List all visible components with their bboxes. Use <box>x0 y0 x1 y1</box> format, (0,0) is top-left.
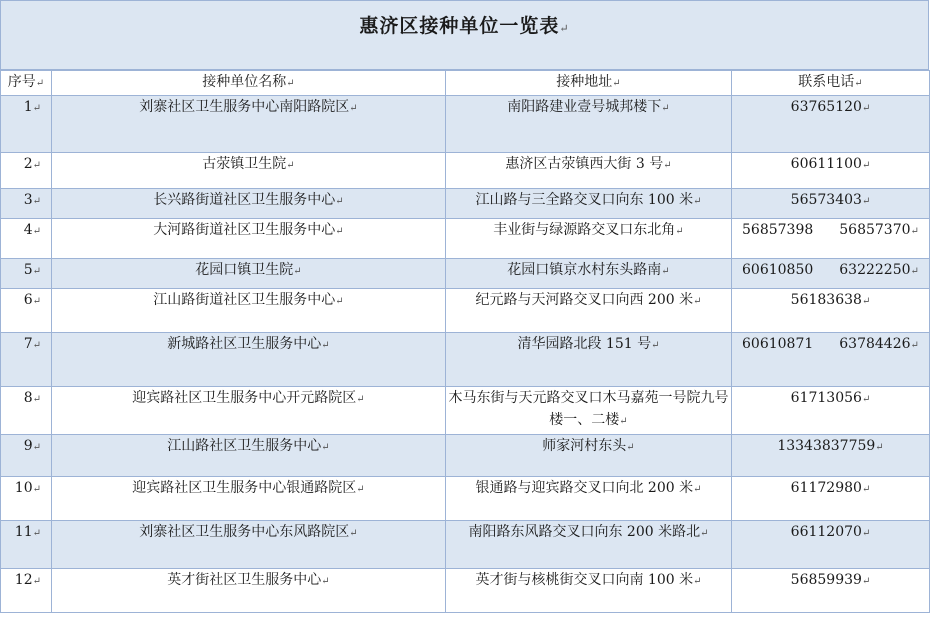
site-address: 清华园路北段 151 号↵ <box>446 333 732 387</box>
row-index: 3↵ <box>1 189 52 219</box>
title-band <box>0 0 929 70</box>
phone-number: 56859939 <box>790 572 862 588</box>
table-row <box>1 189 930 219</box>
site-phone: 60611100↵ <box>732 153 930 189</box>
site-phone: 61172980↵ <box>732 477 930 521</box>
table-row <box>1 521 930 569</box>
site-phone: 56857398 56857370↵ <box>732 219 930 259</box>
phone-number: 60611100 <box>790 156 862 172</box>
phone-number: 61713056 <box>790 390 862 406</box>
site-phone: 66112070↵ <box>732 521 930 569</box>
phone-number: 66112070 <box>790 524 862 540</box>
table-row <box>1 259 930 289</box>
table-row <box>1 219 930 259</box>
site-name: 刘寨社区卫生服务中心东风路院区↵ <box>52 521 446 569</box>
phone-number: 63784426 <box>839 336 911 352</box>
phone-number: 56857398 <box>742 222 814 238</box>
site-address: 惠济区古荥镇西大街 3 号↵ <box>446 153 732 189</box>
site-address: 花园口镇京水村东头路南↵ <box>446 259 732 289</box>
site-address: 师家河村东头↵ <box>446 435 732 477</box>
site-phone: 60610850 63222250↵ <box>732 259 930 289</box>
site-name: 江山路社区卫生服务中心↵ <box>52 435 446 477</box>
site-phone: 56183638↵ <box>732 289 930 333</box>
site-name: 花园口镇卫生院↵ <box>52 259 446 289</box>
site-name: 新城路社区卫生服务中心↵ <box>52 333 446 387</box>
phone-number: 13343837759 <box>777 438 876 454</box>
site-address: 英才街与核桃街交叉口向南 100 米↵ <box>446 569 732 613</box>
table-row <box>1 477 930 521</box>
table-row <box>1 289 930 333</box>
paragraph-mark: ↵ <box>559 22 570 35</box>
vaccination-sites-table <box>0 70 930 613</box>
site-phone: 61713056↵ <box>732 387 930 435</box>
phone-number: 63765120 <box>790 99 862 115</box>
phone-number: 56183638 <box>790 292 862 308</box>
header-addr: 接种地址↵ <box>446 71 732 96</box>
table-header-row <box>1 71 930 96</box>
site-name: 古荥镇卫生院↵ <box>52 153 446 189</box>
row-index: 5↵ <box>1 259 52 289</box>
table-row <box>1 96 930 153</box>
phone-number: 60610850 <box>742 262 814 278</box>
row-index: 11↵ <box>1 521 52 569</box>
row-index: 4↵ <box>1 219 52 259</box>
site-phone: 63765120↵ <box>732 96 930 153</box>
site-name: 大河路街道社区卫生服务中心↵ <box>52 219 446 259</box>
site-address: 江山路与三全路交叉口向东 100 米↵ <box>446 189 732 219</box>
phone-number: 63222250 <box>839 262 911 278</box>
row-index: 1↵ <box>1 96 52 153</box>
row-index: 7↵ <box>1 333 52 387</box>
site-name: 英才街社区卫生服务中心↵ <box>52 569 446 613</box>
site-address: 丰业街与绿源路交叉口东北角↵ <box>446 219 732 259</box>
site-phone: 56859939↵ <box>732 569 930 613</box>
phone-number: 60610871 <box>742 336 814 352</box>
site-address: 南阳路建业壹号城邦楼下↵ <box>446 96 732 153</box>
site-phone: 60610871 63784426↵ <box>732 333 930 387</box>
site-address: 银通路与迎宾路交叉口向北 200 米↵ <box>446 477 732 521</box>
phone-number: 56857370 <box>839 222 911 238</box>
row-index: 2↵ <box>1 153 52 189</box>
site-address: 南阳路东风路交叉口向东 200 米路北↵ <box>446 521 732 569</box>
row-index: 6↵ <box>1 289 52 333</box>
header-tel: 联系电话↵ <box>732 71 930 96</box>
page-title: 惠济区接种单位一览表↵ <box>359 15 570 37</box>
site-address: 纪元路与天河路交叉口向西 200 米↵ <box>446 289 732 333</box>
row-index: 9↵ <box>1 435 52 477</box>
site-name: 刘寨社区卫生服务中心南阳路院区↵ <box>52 96 446 153</box>
table-row <box>1 569 930 613</box>
site-name: 长兴路街道社区卫生服务中心↵ <box>52 189 446 219</box>
row-index: 8↵ <box>1 387 52 435</box>
site-name: 迎宾路社区卫生服务中心开元路院区↵ <box>52 387 446 435</box>
site-name: 江山路街道社区卫生服务中心↵ <box>52 289 446 333</box>
table-row <box>1 387 930 435</box>
site-phone: 13343837759↵ <box>732 435 930 477</box>
header-idx: 序号↵ <box>1 71 52 96</box>
table-row <box>1 435 930 477</box>
row-index: 10↵ <box>1 477 52 521</box>
phone-number: 61172980 <box>790 480 862 496</box>
site-name: 迎宾路社区卫生服务中心银通路院区↵ <box>52 477 446 521</box>
site-phone: 56573403↵ <box>732 189 930 219</box>
phone-number: 56573403 <box>790 192 862 208</box>
table-row <box>1 333 930 387</box>
site-address: 木马东街与天元路交叉口木马嘉苑一号院九号楼一、二楼↵ <box>446 387 732 435</box>
header-name: 接种单位名称↵ <box>52 71 446 96</box>
row-index: 12↵ <box>1 569 52 613</box>
table-row <box>1 153 930 189</box>
